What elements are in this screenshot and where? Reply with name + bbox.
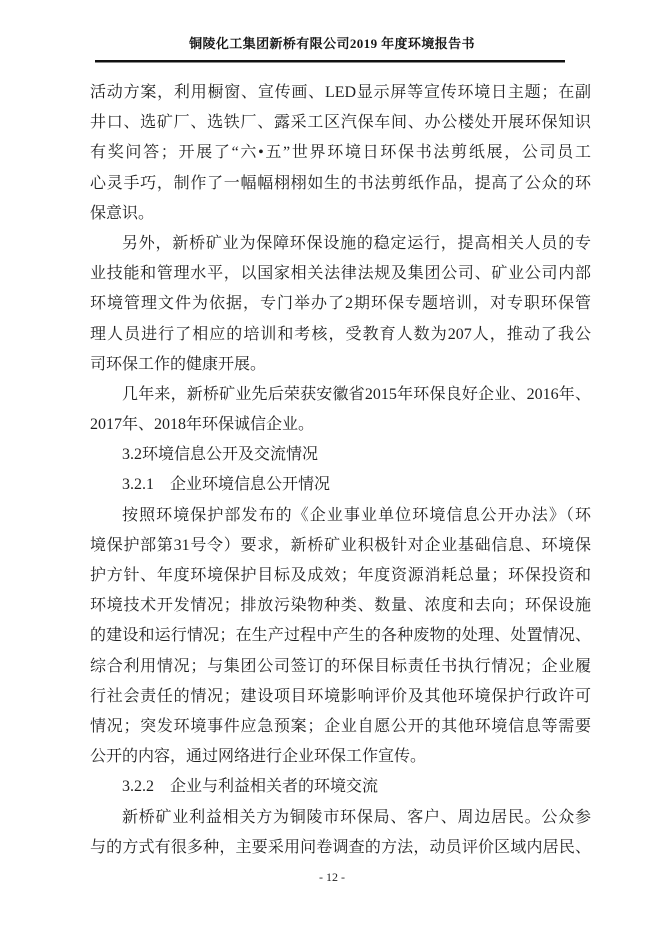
document-body — [90, 78, 591, 863]
text-line: 情况；突发环境事件应急预案；企业自愿公开的其他环境信息等需要 — [90, 717, 591, 735]
page-header-title: 铜陵化工集团新桥有限公司2019 年度环境报告书 — [189, 36, 475, 51]
text-line: 有奖问答；开展了“六•五”世界环境日环保书法剪纸展，公司员工 — [90, 144, 591, 162]
text-line: 业技能和管理水平，以国家相关法律法规及集团公司、矿业公司内部 — [90, 265, 591, 283]
page-number: - 12 - — [319, 870, 345, 884]
header-rule — [95, 60, 565, 63]
text-line: 的建设和运行情况；在生产过程中产生的各种废物的处理、处置情况、 — [90, 627, 591, 645]
text-line: 心灵手巧，制作了一幅幅栩栩如生的书法剪纸作品，提高了公众的环 — [90, 174, 591, 192]
section-heading: 3.2环境信息公开及交流情况 — [122, 446, 319, 464]
text-line: 综合利用情况；与集团公司签订的环保目标责任书执行情况；企业履 — [90, 657, 591, 675]
section-heading: 3.2.1 企业环境信息公开情况 — [122, 476, 331, 494]
text-line: 司环保工作的健康开展。 — [90, 355, 267, 373]
text-line: 理人员进行了相应的培训和考核，受教育人数为207人，推动了我公 — [90, 325, 591, 343]
text-line: 公开的内容，通过网络进行企业环保工作宣传。 — [90, 748, 427, 766]
text-line: 新桥矿业利益相关方为铜陵市环保局、客户、周边居民。公众参 — [122, 808, 591, 826]
text-line: 境保护部第31号令）要求，新桥矿业积极针对企业基础信息、环境保 — [90, 536, 591, 554]
text-line: 行社会责任的情况；建设项目环境影响评价及其他环境保护行政许可 — [90, 687, 591, 705]
text-line: 环境管理文件为依据，专门举办了2期环保专题培训，对专职环保管 — [90, 295, 591, 313]
text-line: 按照环境保护部发布的《企业事业单位环境信息公开办法》（环 — [122, 506, 591, 524]
section-heading: 3.2.2 企业与利益相关者的环境交流 — [122, 778, 379, 796]
text-line: 环境技术开发情况；排放污染物种类、数量、浓度和去向；环保设施 — [90, 597, 591, 615]
text-line: 几年来，新桥矿业先后荣获安徽省2015年环保良好企业、2016年、 — [122, 385, 591, 403]
text-line: 另外，新桥矿业为保障环保设施的稳定运行，提高相关人员的专 — [122, 234, 591, 252]
text-line: 保意识。 — [90, 204, 155, 222]
text-line: 与的方式有很多种，主要采用问卷调查的方法，动员评价区域内居民、 — [90, 838, 591, 856]
text-line: 2017年、2018年环保诚信企业。 — [90, 416, 315, 434]
text-line: 活动方案，利用橱窗、宣传画、LED显示屏等宣传环境日主题；在副 — [90, 84, 591, 101]
text-line: 护方针、年度环境保护目标及成效；年度资源消耗总量；环保投资和 — [90, 567, 591, 584]
text-line: 井口、选矿厂、选铁厂、露采工区汽保车间、办公楼处开展环保知识 — [90, 114, 591, 132]
